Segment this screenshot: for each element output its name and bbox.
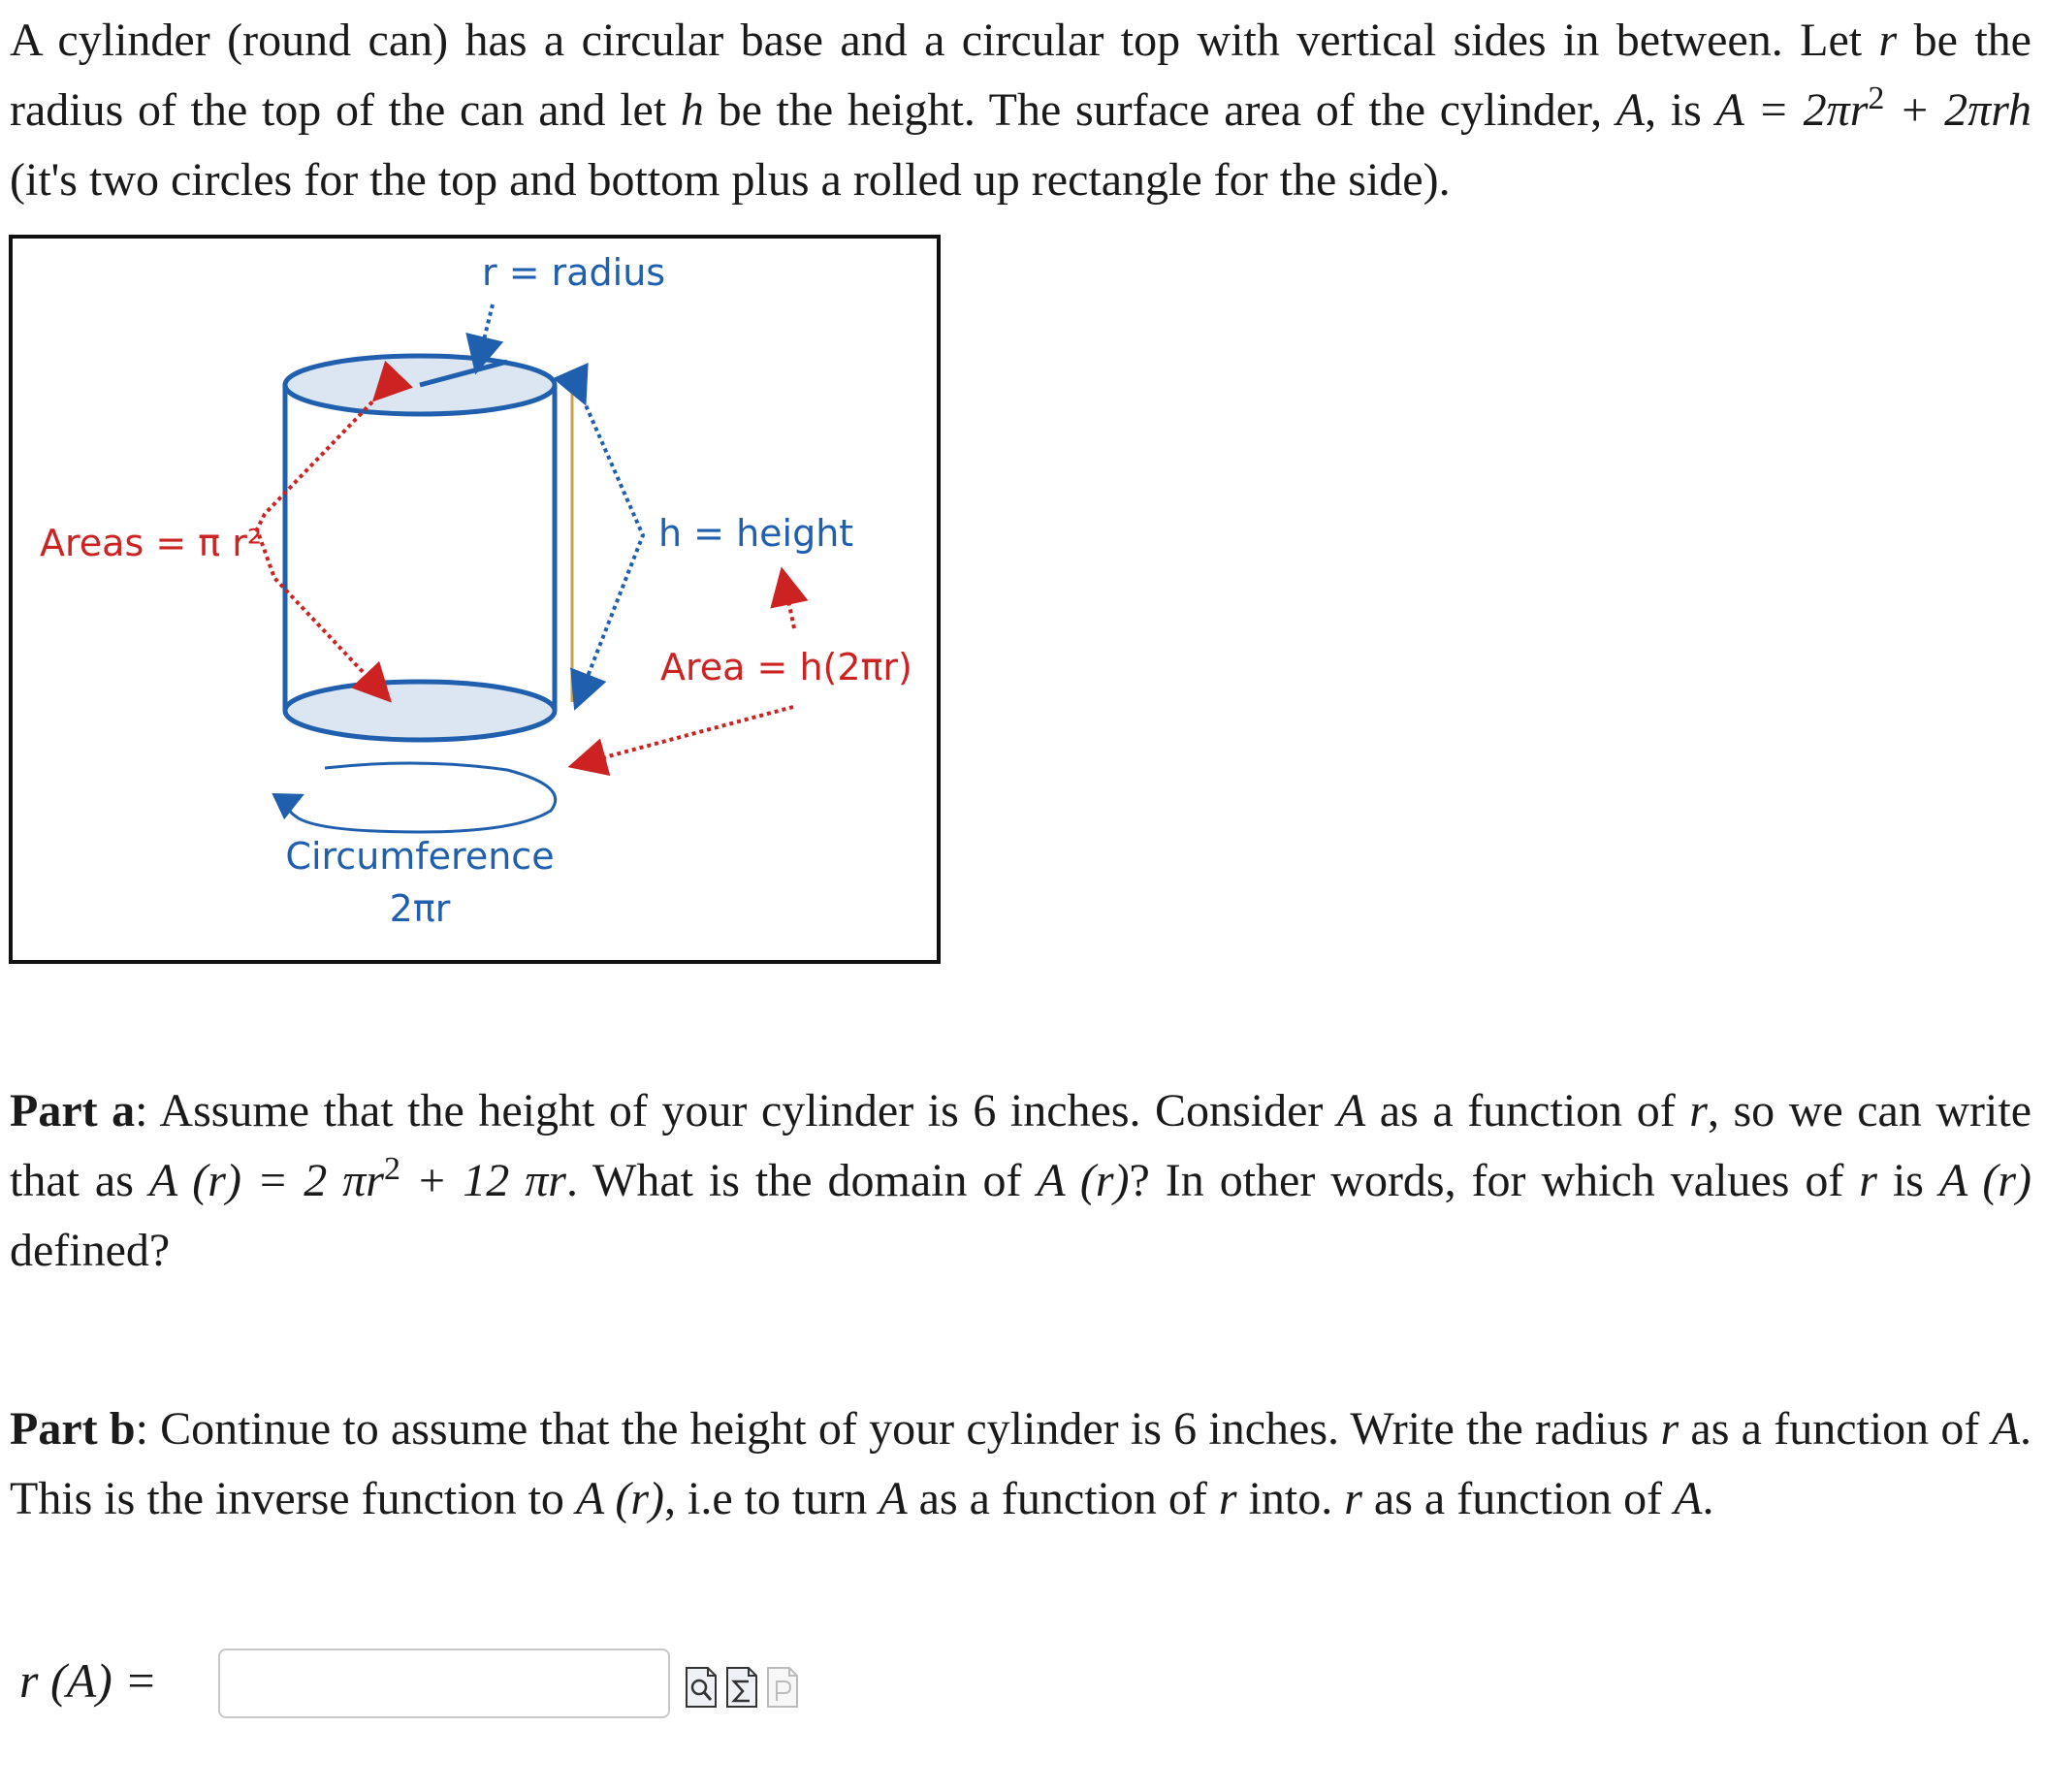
math-var: A xyxy=(879,1473,908,1524)
math-func: A (r) xyxy=(1938,1155,2031,1206)
part-b-text: . xyxy=(1702,1473,1714,1524)
math-var: r xyxy=(1660,1403,1679,1455)
circumference-loop xyxy=(288,763,556,832)
part-b-text: into. xyxy=(1236,1473,1345,1524)
part-a-text: as a function of xyxy=(1365,1085,1690,1136)
intro-text: (it's two circles for the top and bottom plus a rolled up rectangle for the side). xyxy=(10,154,1451,206)
math-var: A xyxy=(1336,1085,1366,1136)
math-var: r xyxy=(1859,1155,1877,1206)
circumference-label: Circumference xyxy=(285,835,555,878)
intro-text: , is xyxy=(1645,84,1716,136)
math-var: h xyxy=(680,84,704,136)
part-b-paragraph xyxy=(10,1394,2031,1534)
math-var: r xyxy=(1218,1473,1237,1524)
math-var: A xyxy=(1615,84,1646,136)
math-var: A xyxy=(1674,1473,1703,1524)
part-a-text: , so we can write that as xyxy=(10,1085,2032,1206)
math-var: A xyxy=(1715,84,1743,136)
cylinder-side xyxy=(285,385,555,711)
math-var: r xyxy=(1878,15,1898,66)
part-b-text: : Continue to assume that the height of your cylinder is 6 inches. Write the radius xyxy=(135,1403,1661,1455)
exponent: 2 xyxy=(1868,80,1885,116)
intro-text: be the height. The surface area of the cylinder, xyxy=(703,84,1616,136)
math-var: r xyxy=(1344,1473,1362,1524)
part-b-text: as a function of xyxy=(907,1473,1219,1524)
math-func: A (r) xyxy=(575,1473,665,1524)
cylinder-diagram xyxy=(13,239,937,960)
part-b-text: , i.e to turn xyxy=(664,1473,880,1524)
side-area-up-pointer xyxy=(784,582,794,628)
answer-input[interactable] xyxy=(218,1648,670,1718)
math-var: r xyxy=(1689,1085,1708,1136)
part-a-title: Part a xyxy=(10,1085,136,1136)
part-a-text: is xyxy=(1876,1155,1939,1206)
exponent: 2 xyxy=(383,1151,400,1187)
area-formula: + 2πrh xyxy=(1884,84,2032,136)
radius-label: r = radius xyxy=(482,251,666,294)
equation-editor-icon[interactable] xyxy=(725,1666,758,1709)
part-a-text: ? In other words, for which values of xyxy=(1129,1155,1860,1206)
radius-pointer xyxy=(479,304,493,360)
math-func: A (r) xyxy=(148,1155,241,1206)
side-area-pointer xyxy=(583,707,793,763)
part-a-paragraph xyxy=(10,1076,2031,1286)
part-b-text: . This is the inverse function to xyxy=(10,1403,2032,1524)
areas-label: Areas = π r² xyxy=(40,522,263,564)
answer-label xyxy=(19,1652,157,1709)
part-a-text: : Assume that the height of your cylinder is 6 inches. Consider xyxy=(135,1085,1337,1136)
area-formula: = 2πr xyxy=(1743,84,1869,136)
area-function-formula: = 2 πr xyxy=(240,1155,384,1206)
area-function-formula: + 12 πr xyxy=(400,1155,566,1206)
part-b-text: as a function of xyxy=(1361,1473,1675,1524)
part-a-text: defined? xyxy=(10,1225,171,1276)
math-var: A xyxy=(1991,1403,2021,1455)
part-b-title: Part b xyxy=(10,1403,136,1455)
answer-label-text: r (A) = xyxy=(19,1653,158,1708)
intro-text: A cylinder (round can) has a circular base and a circular top with vertical sides in between. Let xyxy=(10,15,1879,66)
preview-icon[interactable] xyxy=(685,1666,718,1709)
part-a-text: . What is the domain of xyxy=(565,1155,1038,1206)
help-page-icon[interactable] xyxy=(766,1666,799,1709)
height-pointer xyxy=(580,392,643,696)
part-b-text: as a function of xyxy=(1679,1403,1992,1455)
cylinder-figure xyxy=(9,235,941,964)
intro-paragraph xyxy=(10,6,2031,215)
cylinder-bottom xyxy=(285,682,555,740)
side-area-label: Area = h(2πr) xyxy=(660,646,912,688)
circumference-formula: 2πr xyxy=(389,887,451,930)
height-label: h = height xyxy=(658,512,854,555)
math-func: A (r) xyxy=(1037,1155,1130,1206)
intro-text: be the radius of the top of the can and let xyxy=(10,15,2031,136)
